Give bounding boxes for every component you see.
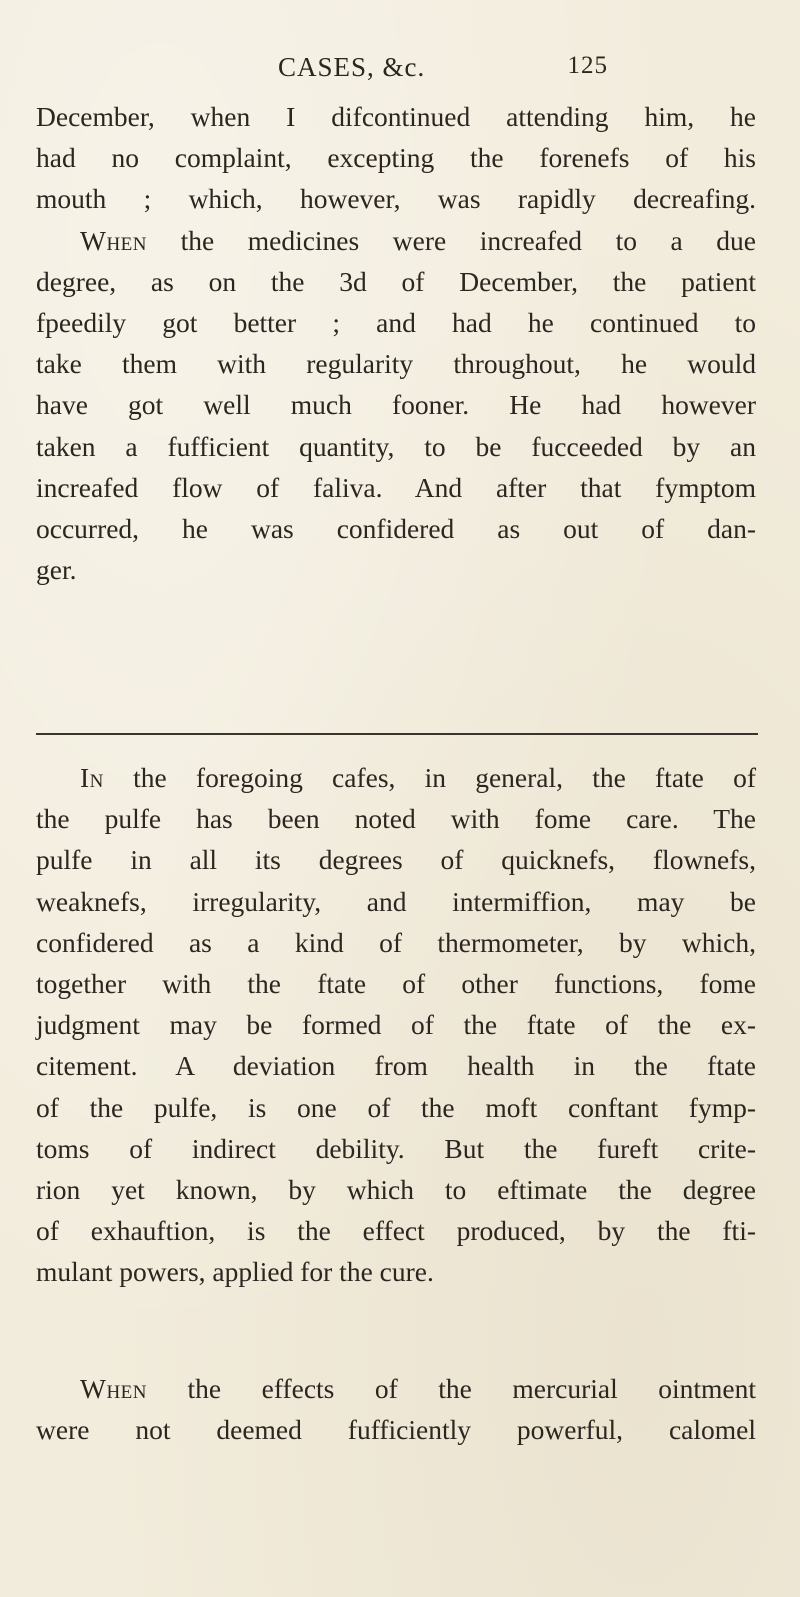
text-line: had no complaint, excepting the forenefs of his: [36, 142, 756, 174]
text-line: citement. A deviation from health in the ftate: [36, 1050, 756, 1082]
text-line: the pulfe has been noted with fome care. The: [36, 803, 756, 835]
text-line: December, when I difcontinued attending him, he: [36, 101, 756, 132]
text-line: confidered as a kind of thermometer, by which,: [36, 926, 756, 958]
text-line-rest: the effects of the mercurial ointment: [187, 1373, 757, 1404]
text-line: occurred, he was confidered as out of dan-: [36, 512, 756, 544]
small-caps-lead: When: [80, 224, 148, 256]
text-line: mouth ; which, however, was rapidly decreafing.: [36, 183, 756, 215]
text-line: degree, as on the 3d of December, the patient: [36, 265, 756, 297]
text-line: of exhauftion, is the effect produced, by the fti-: [36, 1215, 756, 1247]
small-caps-lead: In: [80, 762, 104, 793]
section-divider-rule: [36, 733, 758, 735]
running-head-title: CASES, &c.: [278, 52, 426, 82]
text-line: [36, 220, 756, 261]
text-line: take them with regularity throughout, he would: [36, 348, 756, 380]
text-line-rest: the medicines were increafed to a due: [180, 224, 756, 256]
text-line: judgment may be formed of the ftate of the ex-: [36, 1009, 756, 1041]
text-line: toms of indirect debility. But the fureft crite-: [36, 1132, 756, 1164]
running-head: [278, 52, 608, 86]
paragraph-mercurial: [36, 1368, 756, 1450]
page-number: 125: [567, 52, 608, 79]
text-line: of the pulfe, is one of the moft conftant fymp-: [36, 1091, 756, 1123]
text-line: mulant powers, applied for the cure.: [36, 1256, 434, 1288]
text-line: were not deemed fufficiently powerful, calomel: [36, 1414, 756, 1446]
small-caps-lead: When: [80, 1373, 148, 1404]
text-line: weaknefs, irregularity, and intermiffion, may be: [36, 885, 756, 917]
paragraph-pulse: [36, 757, 756, 1292]
text-line: rion yet known, by which to eftimate the degree: [36, 1173, 756, 1205]
text-line: [36, 1368, 756, 1409]
text-line: pulfe in all its degrees of quicknefs, flownefs,: [36, 844, 756, 876]
text-line: ger.: [36, 554, 77, 586]
paragraph-continuation: [36, 96, 756, 590]
text-line: increafed flow of faliva. And after that fymptom: [36, 471, 756, 503]
text-line: have got well much fooner. He had however: [36, 389, 756, 421]
text-line: together with the ftate of other functions, fome: [36, 967, 756, 999]
text-line: taken a fufficient quantity, to be fucceeded by an: [36, 430, 756, 462]
text-line: [36, 757, 756, 798]
text-line-rest: the foregoing cafes, in general, the ftate of: [133, 762, 756, 793]
text-line: fpeedily got better ; and had he continued to: [36, 306, 756, 338]
